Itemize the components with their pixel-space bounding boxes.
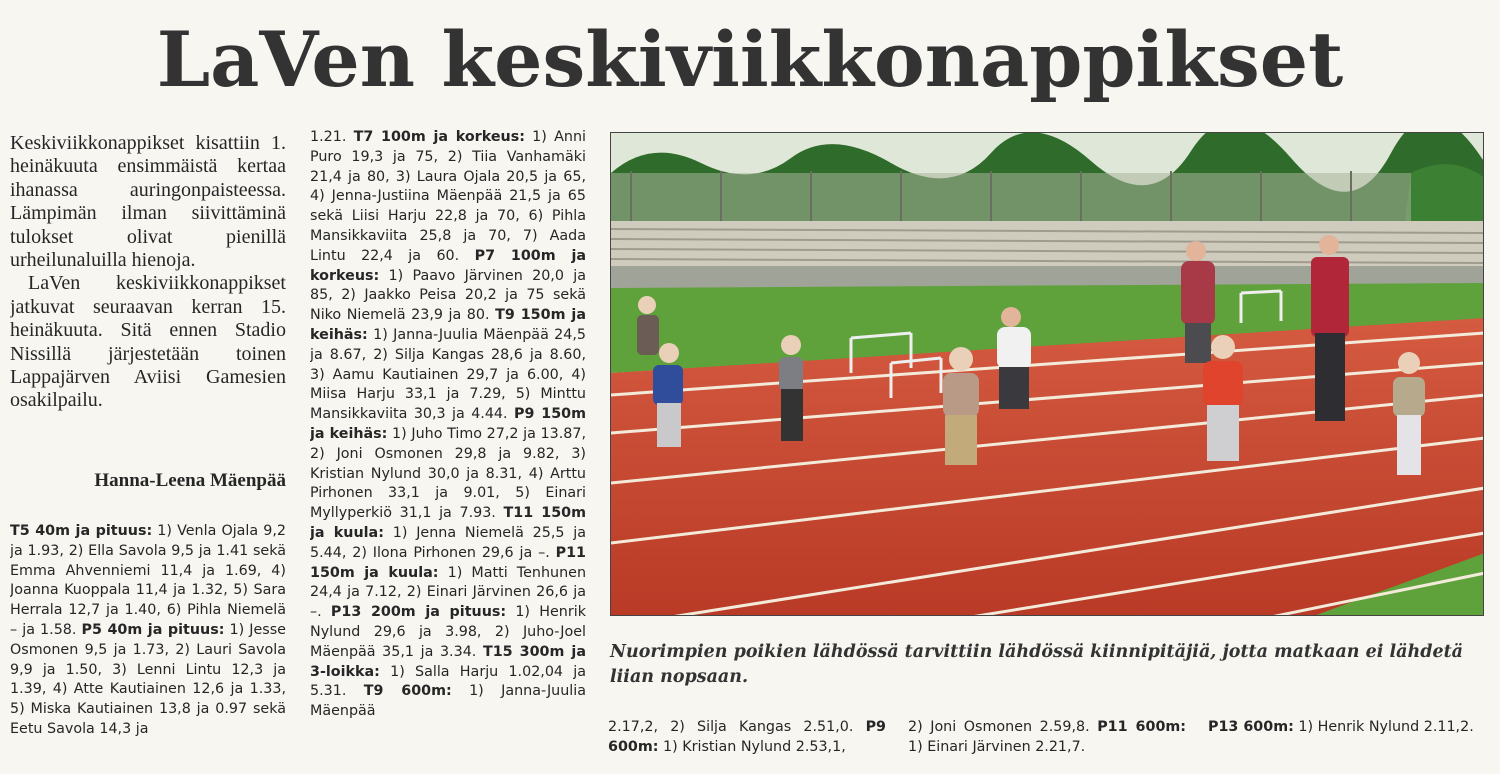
results-column-5	[1208, 718, 1484, 772]
byline: Hanna-Leena Mäenpää	[94, 470, 286, 491]
event-results: 2) Joni Osmonen 2.59,8.	[908, 719, 1098, 735]
event-heading: T11 150m ja kuula:	[310, 505, 586, 541]
headline: LaVen keskiviikkonappikset	[156, 15, 1344, 104]
event-heading: P13 600m:	[1208, 719, 1294, 735]
results-column-4	[908, 718, 1186, 772]
adult-standing-striped-shirt	[1311, 235, 1349, 421]
photo-caption: Nuorimpien poikien lähdössä tarvittiin lähdössä kiinnipitäjiä, jotta matkaan ei lähdetä liian nopsaan.	[610, 642, 1464, 687]
intro-paragraph-2: LaVen keskiviikkonappikset jatkuvat seuraavan kerran 15. heinäkuuta. Sitä ennen Stadio Nissillä järjestetään toinen Lappajärven Aviisi Gamesien osakilpailu.	[10, 272, 286, 412]
event-heading: P5 40m ja pituus:	[81, 621, 225, 638]
event-heading: P13 200m ja pituus:	[330, 604, 507, 621]
event-heading: T7 100m ja korkeus:	[353, 129, 525, 145]
event-heading: P9 600m:	[608, 719, 886, 755]
event-results: 1.21.	[310, 129, 354, 145]
event-heading: T9 600m:	[363, 683, 452, 700]
event-results: 1) Anni Puro 19,3 ja 75, 2) Tiia Vanhamäki 21,4 ja 80, 3) Laura Ojala 20,5 ja 65, 4) Jenna-Justiina Mäenpää 21,5 ja 65 sekä Liisi Harju 22,8 ja 70, 6) Pihla Mansikkaviita 25,8 ja 70, 7) Aada Lintu 22,4 ja 60.	[310, 129, 586, 264]
event-heading: P11 600m:	[1097, 719, 1186, 735]
event-heading: P11 150m ja kuula:	[310, 544, 586, 581]
event-results: 1) Henrik Nylund 29,6 ja 3.98, 2) Juho-Joel Mäenpää 35,1 ja 3.34.	[310, 604, 586, 660]
event-results: 1) Paavo Järvinen 20,0 ja 85, 2) Jaakko Peisa 20,2 ja 75 sekä Niko Niemelä 23,9 ja 80.	[310, 267, 586, 324]
event-results: 1) Jesse Osmonen 9,5 ja 1.73, 2) Lauri Savola 9,9 ja 1.50, 3) Lenni Lintu 12,3 ja 1.39, 4) Atte Kautiainen 12,6 ja 1.33, 5) Miska Kautiainen 13,8 ja 0.97 sekä Eetu Savola 14,3 ja	[10, 621, 286, 737]
fence	[611, 173, 1411, 223]
event-results: 1) Kristian Nylund 2.53,1,	[658, 738, 846, 755]
event-heading: P9 150m ja keihäs:	[310, 406, 586, 442]
event-results: 1) Juho Timo 27,2 ja 13.87, 2) Joni Osmonen 29,8 ja 9.82, 3) Kristian Nylund 30,0 ja 8.31, 4) Arttu Pirhonen 33,1 ja 9.01, 5) Einari Myllyperkiö 31,1 ja 7.93.	[310, 425, 586, 522]
event-results: 1) Matti Tenhunen 24,4 ja 7.12, 2) Einari Järvinen 26,6 ja –.	[310, 564, 586, 621]
event-results: 1) Henrik Nylund 2.11,2.	[1293, 719, 1474, 735]
event-results: 1) Jenna Niemelä 25,5 ja 5.44, 2) Ilona Pirhonen 29,6 ja –.	[310, 524, 586, 561]
race-photo	[610, 132, 1484, 616]
event-heading: T9 150m ja keihäs:	[310, 307, 586, 343]
results-column-3	[608, 718, 886, 772]
event-results: 2.17,2, 2) Silja Kangas 2.51,0.	[608, 719, 866, 735]
results-column-2	[310, 128, 586, 772]
event-results: 1) Janna-Juulia Mäenpää	[310, 683, 586, 720]
event-heading: P7 100m ja korkeus:	[310, 247, 586, 284]
event-heading: T5 40m ja pituus:	[10, 523, 153, 539]
event-results: 1) Janna-Juulia Mäenpää 24,5 ja 8.67, 2) Silja Kangas 28,6 ja 8.60, 3) Aamu Kautiainen 29,7 ja 6.00, 4) Miisa Harju 33,1 ja 7.29, 5) Minttu Mansikkaviita 30,3 ja 4.44.	[310, 326, 586, 423]
intro-paragraph-1: Keskiviikkonappikset kisattiin 1. heinäkuuta ensimmäistä kertaa ihanassa auringonpaisteessa. Lämpimän ilman siivittäminä tulokset olivat pienillä urheilunaluilla hienoja.	[10, 132, 286, 272]
event-results: 1) Salla Harju 1.02,04 ja 5.31.	[310, 663, 586, 700]
event-results: 1) Einari Järvinen 2.21,7.	[908, 738, 1086, 755]
results-column-1	[10, 522, 286, 772]
event-heading: T15 300m ja 3-loikka:	[310, 643, 586, 680]
child-standing-left	[637, 296, 659, 355]
intro-text	[10, 132, 286, 413]
event-results: 1) Venla Ojala 9,2 ja 1.93, 2) Ella Savola 9,5 ja 1.41 sekä Emma Ahvenniemi 11,4 ja 1.69, 4) Joanna Kuoppala 11,4 ja 1.32, 5) Sara Herrala 12,7 ja 1.40, 6) Pihla Niemelä – ja 1.58.	[10, 523, 286, 638]
